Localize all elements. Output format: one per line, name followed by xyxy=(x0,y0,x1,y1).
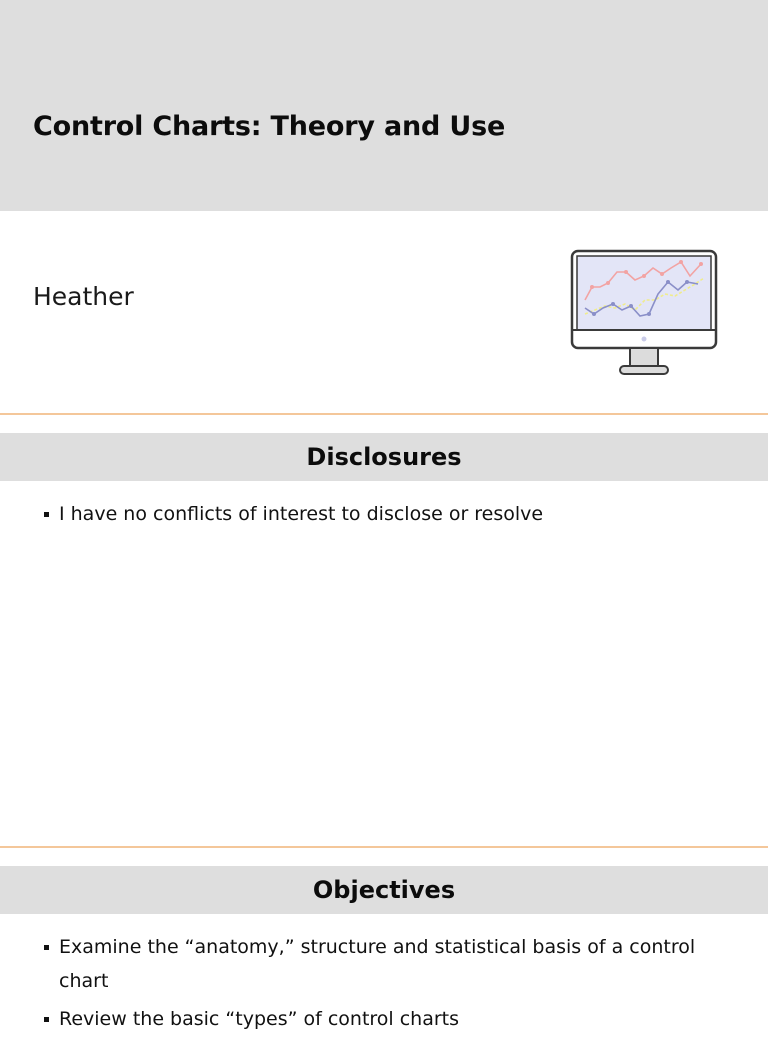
square-bullet-icon xyxy=(44,1017,49,1022)
list-item xyxy=(44,497,704,531)
list-item xyxy=(44,930,704,998)
slide-divider xyxy=(0,846,768,848)
bullet-text: Examine the “anatomy,” structure and statistical basis of a control chart xyxy=(59,936,696,992)
presentation-title: Control Charts: Theory and Use xyxy=(33,111,506,142)
list-item xyxy=(44,1002,704,1036)
square-bullet-icon xyxy=(44,945,49,950)
objectives-heading: Objectives xyxy=(0,866,768,914)
bullet-text: Review the basic “types” of control charts xyxy=(59,1008,460,1030)
monitor-line-chart-icon xyxy=(568,248,720,380)
disclosures-bullet-list xyxy=(44,497,704,535)
author-name: Heather xyxy=(33,282,134,311)
title-slide-header xyxy=(0,0,768,211)
square-bullet-icon xyxy=(44,512,49,517)
disclosures-heading: Disclosures xyxy=(0,433,768,481)
bullet-text: I have no conflicts of interest to disclose or resolve xyxy=(59,503,544,525)
slide-divider xyxy=(0,413,768,415)
